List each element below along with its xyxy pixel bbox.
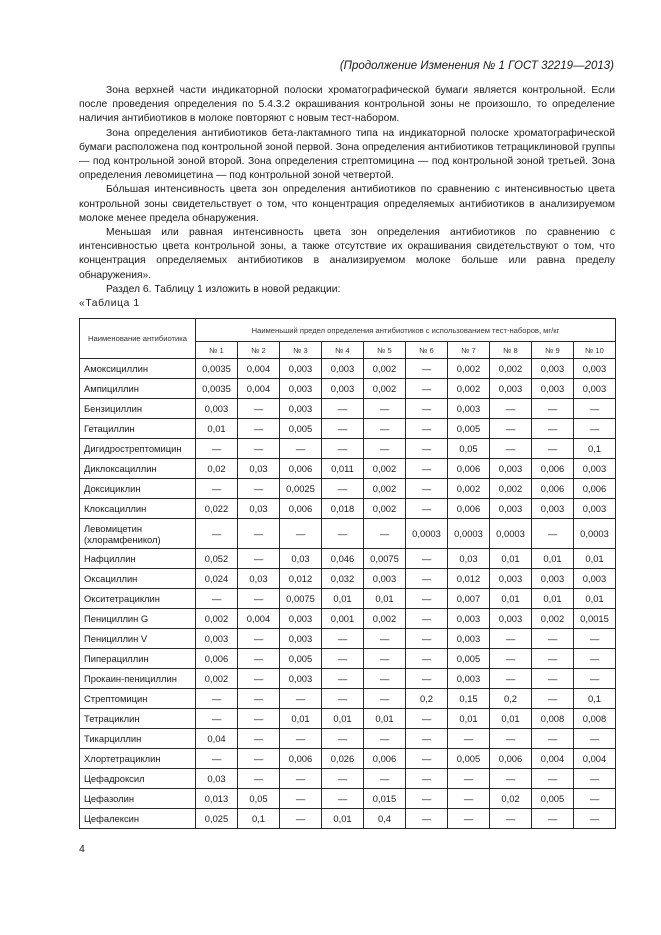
limit-value-cell: 0,003 [196,629,238,649]
antibiotic-name-cell: Ампициллин [80,379,196,399]
limit-value-cell: — [322,729,364,749]
limit-value-cell: 0,15 [448,689,490,709]
limit-value-cell: 0,012 [448,569,490,589]
table-row [80,589,616,609]
limit-value-cell: — [238,689,280,709]
limit-value-cell: 0,2 [406,689,448,709]
limit-value-cell: 0,1 [574,689,616,709]
table-row [80,789,616,809]
table-row [80,459,616,479]
paragraph: Бóльшая интенсивность цвета зон определения антибиотиков по сравнению с интенсивностью цвета контрольной зоны свидетельствует о том, что концентрация определяемых антибиотиков в анализируемом молоке менее предела обнаружения. [79,184,615,224]
kit-column-header: № 2 [238,342,280,359]
limit-value-cell: — [406,809,448,829]
limit-value-cell: 0,007 [448,589,490,609]
kit-column-header: № 3 [280,342,322,359]
limit-value-cell: 0,002 [364,459,406,479]
limit-value-cell: — [238,729,280,749]
limit-value-cell: 0,0003 [490,519,532,549]
limit-value-cell: — [490,629,532,649]
limit-value-cell: 0,005 [448,749,490,769]
limit-value-cell: 0,004 [238,609,280,629]
limit-value-cell: 0,003 [490,379,532,399]
limit-value-cell: — [238,649,280,669]
paragraph: Раздел 6. Таблицу 1 изложить в новой редакции: [106,283,341,295]
limit-value-cell: — [238,709,280,729]
limit-value-cell: 0,025 [196,809,238,829]
limit-value-cell: — [238,419,280,439]
limit-value-cell: 0,002 [364,479,406,499]
antibiotic-name-cell: Левомицетин (хлорамфеникол) [80,519,196,549]
limit-value-cell: 0,002 [448,379,490,399]
limit-value-cell: — [406,479,448,499]
limit-value-cell: 0,03 [238,499,280,519]
kit-column-header: № 8 [490,342,532,359]
kit-column-header: № 7 [448,342,490,359]
limit-value-cell: — [322,669,364,689]
limit-value-cell: 0,046 [322,549,364,569]
table-row [80,419,616,439]
limit-value-cell: 0,01 [322,709,364,729]
limit-value-cell: — [406,709,448,729]
limit-value-cell: — [196,439,238,459]
limit-value-cell: 0,006 [364,749,406,769]
limit-value-cell: — [574,769,616,789]
limit-value-cell: 0,005 [280,649,322,669]
limit-value-cell: 0,01 [448,709,490,729]
limit-value-cell: — [364,729,406,749]
limit-value-cell: 0,018 [322,499,364,519]
limit-value-cell: — [322,629,364,649]
limit-value-cell: — [280,769,322,789]
limit-value-cell: 0,004 [238,359,280,379]
limit-value-cell: — [238,549,280,569]
limit-value-cell: 0,003 [280,399,322,419]
antibiotic-name-cell: Цефадроксил [80,769,196,789]
antibiotic-name-cell: Прокаин-пенициллин [80,669,196,689]
limit-value-cell: — [364,669,406,689]
limit-value-cell: 0,002 [448,359,490,379]
limit-value-cell: 0,01 [322,589,364,609]
limit-value-cell: 0,01 [322,809,364,829]
limit-value-cell: 0,05 [448,439,490,459]
limit-value-cell: — [406,729,448,749]
limit-value-cell: 0,04 [196,729,238,749]
limit-value-cell: 0,02 [196,459,238,479]
limit-value-cell: — [364,649,406,669]
limit-value-cell: 0,01 [490,709,532,729]
paragraph: Зона определения антибиотиков бета-лактамного типа на индикаторной полоске хроматографической бумаги расположена под контрольной зоной первой. Зона определения антибиотиков тетрациклиновой группы — под контрольной зоной второй. Зона определения стрептомицина — под контрольной зоной третьей. Зона определения левомицетина — под контрольной зоной четвертой. [79,127,615,182]
limit-value-cell: — [322,479,364,499]
limit-value-cell: — [532,399,574,419]
limit-value-cell: — [532,669,574,689]
limit-value-cell: — [574,809,616,829]
limit-value-cell: 0,003 [490,499,532,519]
table-row [80,629,616,649]
limit-value-cell: 0,1 [238,809,280,829]
table-row [80,749,616,769]
antibiotics-table [79,318,616,829]
table-row [80,359,616,379]
limit-value-cell: — [448,809,490,829]
limit-value-cell: 0,01 [364,589,406,609]
limit-value-cell: 0,01 [574,549,616,569]
limit-value-cell: — [532,519,574,549]
limit-value-cell: 0,0003 [406,519,448,549]
limit-value-cell: — [406,459,448,479]
limit-value-cell: 0,0075 [280,589,322,609]
kit-column-header: № 9 [532,342,574,359]
limit-value-cell: — [406,499,448,519]
limit-value-cell: 0,0075 [364,549,406,569]
limit-value-cell: 0,03 [238,569,280,589]
limit-value-cell: — [406,609,448,629]
limit-value-cell: — [490,419,532,439]
antibiotic-name-cell: Стрептомицин [80,689,196,709]
limit-value-cell: — [490,769,532,789]
limit-value-cell: 0,003 [448,629,490,649]
limit-value-cell: 0,003 [532,569,574,589]
limit-value-cell: — [406,769,448,789]
limit-value-cell: — [322,399,364,419]
limit-value-cell: 0,008 [532,709,574,729]
limit-value-cell: 0,01 [280,709,322,729]
limit-value-cell: 0,003 [448,609,490,629]
table-row [80,399,616,419]
limit-value-cell: — [280,809,322,829]
kit-column-header: № 6 [406,342,448,359]
limit-value-cell: 0,003 [574,359,616,379]
page-number: 4 [79,843,85,855]
limit-value-cell: 0,002 [196,609,238,629]
limit-value-cell: — [406,399,448,419]
antibiotic-name-cell: Клоксациллин [80,499,196,519]
limit-value-cell: — [574,419,616,439]
limit-value-cell: 0,022 [196,499,238,519]
limit-value-cell: 0,01 [196,419,238,439]
limit-value-cell: — [406,669,448,689]
limit-value-cell: 0,003 [322,379,364,399]
limit-value-cell: 0,02 [490,789,532,809]
limit-value-cell: — [280,519,322,549]
limit-value-cell: 0,0035 [196,379,238,399]
limit-value-cell: — [196,709,238,729]
limit-value-cell: 0,002 [490,359,532,379]
limit-value-cell: 0,006 [448,499,490,519]
limit-value-cell: — [490,399,532,419]
table-row [80,729,616,749]
limit-value-cell: — [490,649,532,669]
limit-value-cell: 0,006 [574,479,616,499]
limit-value-cell: — [322,649,364,669]
limit-value-cell: 0,4 [364,809,406,829]
limit-value-cell: — [406,549,448,569]
table-row [80,709,616,729]
limit-value-cell: 0,03 [238,459,280,479]
limit-value-cell: 0,024 [196,569,238,589]
limit-value-cell: — [406,789,448,809]
limit-value-cell: — [364,769,406,789]
antibiotic-name-cell: Доксициклин [80,479,196,499]
limit-value-cell: — [364,519,406,549]
limit-value-cell: — [406,359,448,379]
table-row [80,769,616,789]
kit-column-header: № 5 [364,342,406,359]
limit-value-cell: — [364,439,406,459]
limit-value-cell: 0,005 [448,649,490,669]
antibiotic-name-cell: Окситетрациклин [80,589,196,609]
limit-value-cell: 0,001 [322,609,364,629]
limit-value-cell: 0,0025 [280,479,322,499]
limit-value-cell: — [280,729,322,749]
limit-value-cell: — [322,439,364,459]
table-row [80,549,616,569]
limit-value-cell: — [448,769,490,789]
antibiotic-name-cell: Пенициллин G [80,609,196,629]
limit-value-cell: — [238,479,280,499]
limit-value-cell: — [406,749,448,769]
limit-value-cell: 0,003 [280,379,322,399]
limit-value-cell: 0,011 [322,459,364,479]
antibiotic-name-cell: Диклоксациллин [80,459,196,479]
limit-value-cell: — [448,789,490,809]
antibiotic-name-cell: Пенициллин V [80,629,196,649]
limit-value-cell: — [238,629,280,649]
limit-value-cell: 0,2 [490,689,532,709]
limit-value-cell: 0,1 [574,439,616,459]
antibiotic-name-cell: Дигидрострептомицин [80,439,196,459]
limit-value-cell: 0,005 [448,419,490,439]
limit-value-cell: — [574,649,616,669]
limits-group-header: Наименьший предел определения антибиотиков с использованием тест-наборов, мг/кг [196,319,616,342]
limit-value-cell: — [196,689,238,709]
limit-value-cell: — [238,399,280,419]
limit-value-cell: 0,003 [574,379,616,399]
name-column-header: Наименование антибиотика [80,319,196,359]
table-row [80,479,616,499]
limit-value-cell: — [406,589,448,609]
limit-value-cell: 0,003 [532,379,574,399]
limit-value-cell: 0,01 [532,549,574,569]
limit-value-cell: — [490,809,532,829]
limit-value-cell: 0,006 [532,459,574,479]
limit-value-cell: 0,0015 [574,609,616,629]
table-row [80,569,616,589]
limit-value-cell: — [322,519,364,549]
limit-value-cell: 0,003 [448,399,490,419]
limit-value-cell: 0,005 [280,419,322,439]
antibiotic-name-cell: Пиперациллин [80,649,196,669]
limit-value-cell: — [322,789,364,809]
limit-value-cell: — [238,749,280,769]
limit-value-cell: 0,003 [364,569,406,589]
limit-value-cell: — [196,749,238,769]
limit-value-cell: 0,005 [532,789,574,809]
table-row [80,669,616,689]
kit-column-header: № 10 [574,342,616,359]
limit-value-cell: 0,003 [280,629,322,649]
limit-value-cell: 0,006 [280,459,322,479]
table-row [80,609,616,629]
limit-value-cell: 0,03 [280,549,322,569]
limit-value-cell: 0,006 [448,459,490,479]
limit-value-cell: 0,006 [532,479,574,499]
table-row [80,379,616,399]
antibiotic-name-cell: Тикарциллин [80,729,196,749]
limit-value-cell: — [532,769,574,789]
limit-value-cell: 0,006 [280,749,322,769]
paragraph: Меньшая или равная интенсивность цвета зон определения антибиотиков по сравнению с интенсивностью цвета контрольной зоны, а также отсутствие их окрашивания свидетельствуют о том, что концентрация определяемых антибиотиков в анализируемом молоке больше или равна пределу обнаружения». [79,227,615,281]
limit-value-cell: 0,002 [364,359,406,379]
limit-value-cell: — [238,439,280,459]
limit-value-cell: 0,003 [448,669,490,689]
limit-value-cell: — [406,569,448,589]
limit-value-cell: — [280,439,322,459]
table-row [80,649,616,669]
limit-value-cell: — [532,809,574,829]
table-row [80,519,616,549]
limit-value-cell: 0,013 [196,789,238,809]
limit-value-cell: 0,002 [196,669,238,689]
antibiotic-name-cell: Нафциллин [80,549,196,569]
limit-value-cell: 0,052 [196,549,238,569]
limit-value-cell: 0,01 [532,589,574,609]
limit-value-cell: — [574,729,616,749]
limit-value-cell: — [238,669,280,689]
limit-value-cell: 0,003 [574,459,616,479]
limit-value-cell: 0,01 [490,549,532,569]
antibiotic-name-cell: Цефазолин [80,789,196,809]
limit-value-cell: — [532,419,574,439]
kit-column-header: № 4 [322,342,364,359]
limit-value-cell: 0,002 [364,499,406,519]
table-row [80,689,616,709]
limit-value-cell: 0,003 [574,569,616,589]
antibiotic-name-cell: Оксациллин [80,569,196,589]
limit-value-cell: 0,002 [448,479,490,499]
body-text [79,84,615,297]
limit-value-cell: 0,003 [196,399,238,419]
limit-value-cell: 0,05 [238,789,280,809]
limit-value-cell: 0,003 [490,609,532,629]
limit-value-cell: — [196,479,238,499]
limit-value-cell: 0,015 [364,789,406,809]
limit-value-cell: 0,01 [364,709,406,729]
limit-value-cell: 0,032 [322,569,364,589]
antibiotic-name-cell: Гетациллин [80,419,196,439]
limit-value-cell: — [532,439,574,459]
limit-value-cell: — [196,519,238,549]
limit-value-cell: 0,006 [490,749,532,769]
table-row [80,499,616,519]
limit-value-cell: — [238,769,280,789]
limit-value-cell: 0,0003 [448,519,490,549]
limit-value-cell: — [364,629,406,649]
limit-value-cell: — [532,729,574,749]
antibiotic-name-cell: Хлортетрациклин [80,749,196,769]
limit-value-cell: — [490,669,532,689]
limit-value-cell: — [574,789,616,809]
limit-value-cell: 0,01 [574,589,616,609]
limit-value-cell: 0,01 [490,589,532,609]
limit-value-cell: — [280,789,322,809]
limit-value-cell: 0,003 [490,569,532,589]
table-caption: «Таблица 1 [79,298,140,309]
limit-value-cell: — [490,439,532,459]
page-header: (Продолжение Изменения № 1 ГОСТ 32219—2013) [339,60,614,72]
limit-value-cell: 0,026 [322,749,364,769]
limit-value-cell: — [322,689,364,709]
limit-value-cell: — [364,689,406,709]
limit-value-cell: 0,003 [490,459,532,479]
limit-value-cell: 0,003 [322,359,364,379]
kit-column-header: № 1 [196,342,238,359]
limit-value-cell: — [280,689,322,709]
limit-value-cell: 0,002 [532,609,574,629]
limit-value-cell: — [322,419,364,439]
limit-value-cell: — [448,729,490,749]
limit-value-cell: 0,03 [448,549,490,569]
limit-value-cell: 0,003 [574,499,616,519]
table-row [80,439,616,459]
limit-value-cell: — [238,519,280,549]
limit-value-cell: — [406,379,448,399]
antibiotic-name-cell: Цефалексин [80,809,196,829]
limit-value-cell: — [532,689,574,709]
limit-value-cell: 0,002 [364,609,406,629]
limit-value-cell: 0,003 [532,499,574,519]
limit-value-cell: 0,004 [238,379,280,399]
limit-value-cell: 0,002 [490,479,532,499]
limit-value-cell: 0,003 [532,359,574,379]
limit-value-cell: — [574,629,616,649]
limit-value-cell: 0,004 [574,749,616,769]
limit-value-cell: — [406,629,448,649]
limit-value-cell: 0,002 [364,379,406,399]
limit-value-cell: 0,006 [196,649,238,669]
antibiotic-name-cell: Тетрациклин [80,709,196,729]
limit-value-cell: — [406,439,448,459]
antibiotic-name-cell: Бензициллин [80,399,196,419]
table-row [80,809,616,829]
limit-value-cell: — [490,729,532,749]
limit-value-cell: — [196,589,238,609]
limit-value-cell: 0,004 [532,749,574,769]
limit-value-cell: — [364,399,406,419]
paragraph: Зона верхней части индикаторной полоски хроматографической бумаги является контрольной. Если после проведения определения по 5.4.3.2 окрашивания контрольной зоны не произошло, то определение наличия антибиотиков в молоке повторяют с новым тест-набором. [79,85,615,125]
limit-value-cell: 0,003 [280,609,322,629]
limit-value-cell: 0,008 [574,709,616,729]
limit-value-cell: — [406,419,448,439]
limit-value-cell: 0,012 [280,569,322,589]
limit-value-cell: — [364,419,406,439]
antibiotic-name-cell: Амоксициллин [80,359,196,379]
limit-value-cell: — [532,629,574,649]
limit-value-cell: 0,006 [280,499,322,519]
limit-value-cell: 0,03 [196,769,238,789]
limit-value-cell: — [238,589,280,609]
limit-value-cell: 0,003 [280,669,322,689]
limit-value-cell: — [532,649,574,669]
limit-value-cell: 0,0003 [574,519,616,549]
limit-value-cell: — [574,399,616,419]
limit-value-cell: — [406,649,448,669]
limit-value-cell: — [574,669,616,689]
limit-value-cell: — [322,769,364,789]
limit-value-cell: 0,0035 [196,359,238,379]
limit-value-cell: 0,003 [280,359,322,379]
